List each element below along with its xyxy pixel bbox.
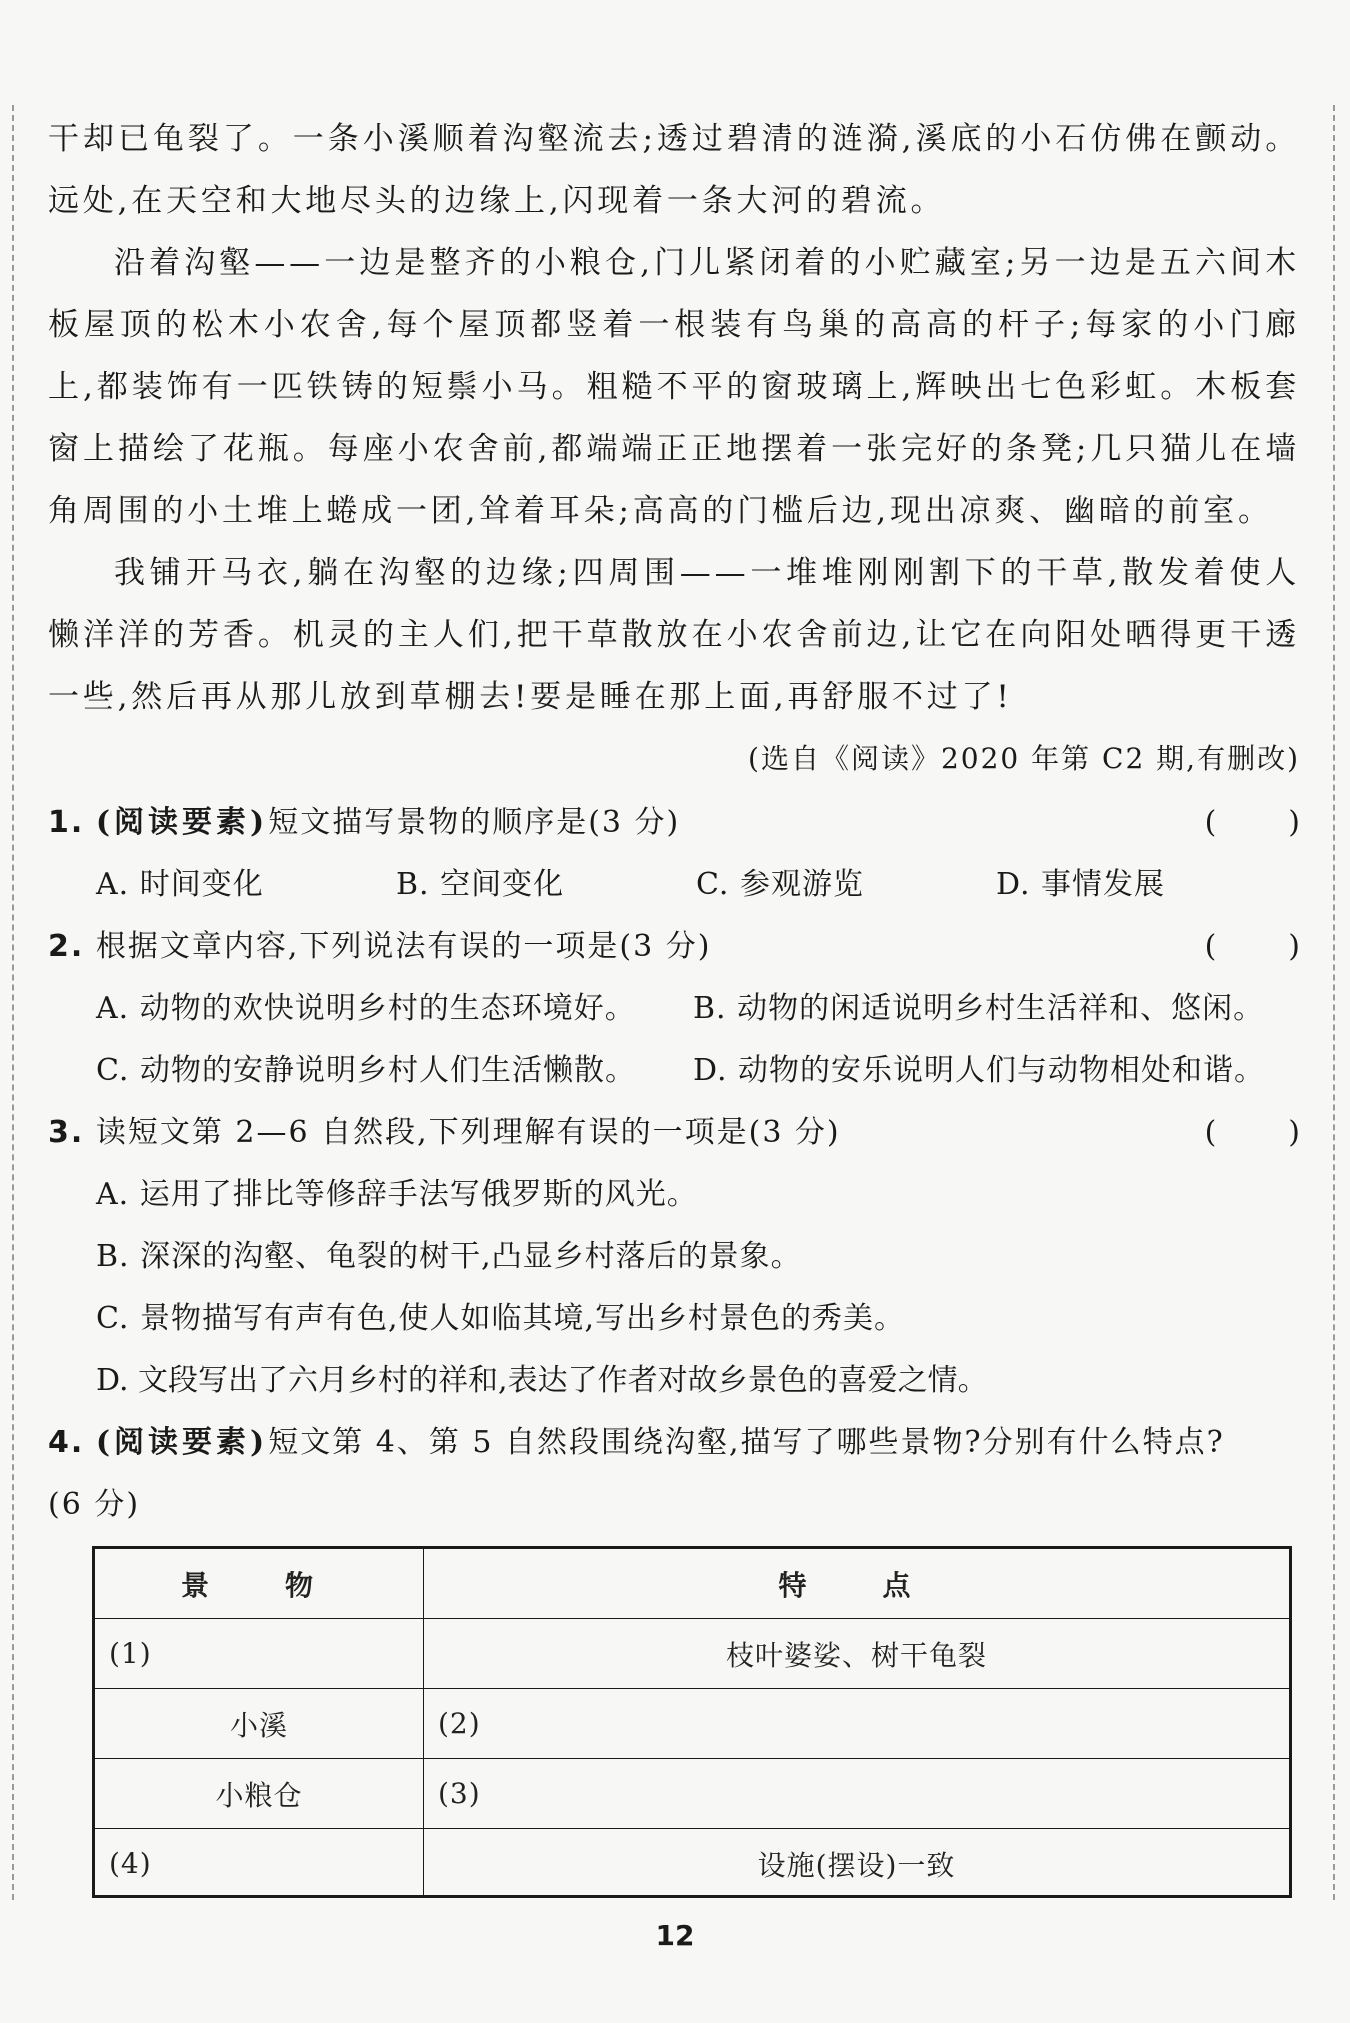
option-a[interactable]: A. 运用了排比等修辞手法写俄罗斯的风光。: [96, 1177, 698, 1212]
table-cell: 小粮仓: [95, 1759, 424, 1829]
question-4-score: (6 分): [48, 1487, 141, 1522]
table-header-row: [95, 1549, 1289, 1619]
option-c[interactable]: C. 动物的安静说明乡村人们生活懒散。: [96, 1053, 636, 1088]
table-cell: 枝叶婆娑、树干龟裂: [424, 1619, 1290, 1689]
question-text: 读短文第 2—6 自然段,下列理解有误的一项是(3 分): [95, 1115, 841, 1150]
passage-paragraph: 沿着沟壑——一边是整齐的小粮仓,门儿紧闭着的小贮藏室;另一边是五六间木板屋顶的松木小农舍,每个屋顶都竖着一根装有鸟巢的高高的杆子;每家的小门廊上,都装饰有一匹铁铸的短鬃小马。粗糙不平的窗玻璃上,辉映出七色彩虹。木板套窗上描绘了花瓶。每座小农舍前,都端端正正地摆着一张完好的条凳;几只猫儿在墙角周围的小土堆上蜷成一团,耸着耳朵;高高的门槛后边,现出凉爽、幽暗的前室。: [48, 245, 1300, 529]
option-b[interactable]: B. 动物的闲适说明乡村生活祥和、悠闲。: [693, 991, 1265, 1026]
page-number: 12: [655, 1919, 695, 1952]
passage-paragraph: 我铺开马衣,躺在沟壑的边缘;四周围——一堆堆刚刚割下的干草,散发着使人懒洋洋的芳香。机灵的主人们,把干草散放在小农舍前边,让它在向阳处晒得更干透一些,然后再从那儿放到草棚去!要是睡在那上面,再舒服不过了!: [48, 555, 1300, 715]
question-number: 3.: [48, 1115, 85, 1150]
option-d[interactable]: D. 动物的安乐说明人们与动物相处和谐。: [693, 1053, 1266, 1088]
passage-source: (选自《阅读》2020 年第 C2 期,有删改): [748, 742, 1300, 775]
option-c[interactable]: C. 景物描写有声有色,使人如临其境,写出乡村景色的秀美。: [96, 1301, 906, 1336]
question-tag: (阅读要素): [95, 805, 269, 840]
answer-blank-3[interactable]: (3): [424, 1759, 1290, 1829]
answer-bracket[interactable]: ( ): [1204, 1115, 1300, 1150]
table-cell: 小溪: [95, 1689, 424, 1759]
right-margin-rule: [1333, 105, 1335, 1900]
passage-paragraph: 干却已龟裂了。一条小溪顺着沟壑流去;透过碧清的涟漪,溪底的小石仿佛在颤动。远处,在天空和大地尽头的边缘上,闪现着一条大河的碧流。: [48, 121, 1300, 219]
answer-table: [92, 1546, 1292, 1898]
table-row: [95, 1829, 1289, 1899]
question-text: 短文描写景物的顺序是(3 分): [268, 805, 681, 840]
table-cell: 设施(摆设)一致: [424, 1829, 1290, 1899]
answer-blank-1[interactable]: (1): [95, 1619, 424, 1689]
question-text: 根据文章内容,下列说法有误的一项是(3 分): [95, 929, 712, 964]
question-number: 1.: [48, 805, 85, 840]
answer-blank-2[interactable]: (2): [424, 1689, 1290, 1759]
question-number: 4.: [48, 1425, 85, 1460]
question-4: [48, 1412, 1300, 1474]
question-tag: (阅读要素): [95, 1425, 269, 1460]
option-b[interactable]: B. 空间变化: [396, 867, 565, 902]
answer-bracket[interactable]: ( ): [1204, 805, 1300, 840]
option-d[interactable]: D. 文段写出了六月乡村的祥和,表达了作者对故乡景色的喜爱之情。: [96, 1363, 988, 1398]
question-2-options-row-2: [48, 1040, 1300, 1102]
question-list: [48, 792, 1300, 1536]
question-2-options-row-1: [48, 978, 1300, 1040]
option-a[interactable]: A. 时间变化: [96, 867, 264, 902]
column-header-scenery: 景 物: [95, 1549, 424, 1619]
question-2: [48, 916, 1300, 978]
option-c[interactable]: C. 参观游览: [696, 867, 864, 902]
reading-passage: [48, 108, 1300, 790]
answer-blank-4[interactable]: (4): [95, 1829, 424, 1899]
question-number: 2.: [48, 929, 85, 964]
option-a[interactable]: A. 动物的欢快说明乡村的生态环境好。: [96, 991, 636, 1026]
column-header-features: 特 点: [424, 1549, 1290, 1619]
table-row: [95, 1619, 1289, 1689]
left-margin-rule: [12, 105, 14, 1900]
question-1-options: [48, 854, 1300, 916]
question-text: 短文第 4、第 5 自然段围绕沟壑,描写了哪些景物?分别有什么特点?: [268, 1425, 1225, 1460]
question-1: [48, 792, 1300, 854]
option-d[interactable]: D. 事情发展: [996, 867, 1166, 902]
answer-bracket[interactable]: ( ): [1204, 929, 1300, 964]
table-row: [95, 1759, 1289, 1829]
question-3: [48, 1102, 1300, 1164]
table-row: [95, 1689, 1289, 1759]
option-b[interactable]: B. 深深的沟壑、龟裂的树干,凸显乡村落后的景象。: [96, 1239, 802, 1274]
